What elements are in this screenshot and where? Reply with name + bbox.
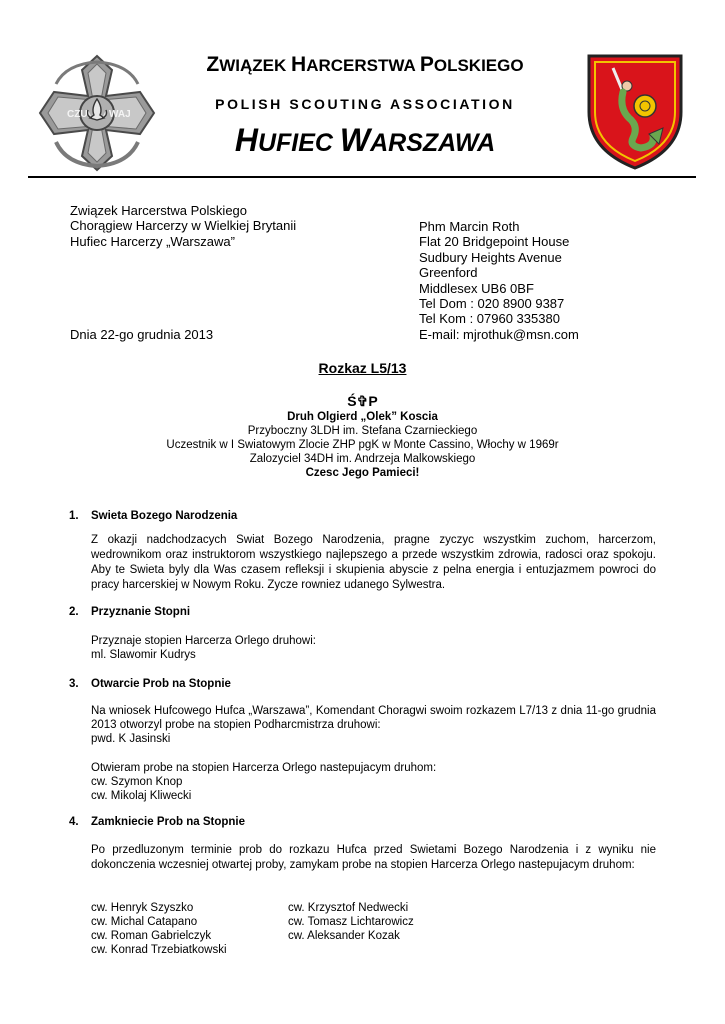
list-item: cw. Szymon Knop: [91, 776, 183, 788]
warsaw-coat-of-arms: [583, 50, 687, 172]
section-heading: 4. Zamkniecie Prob na Stopnie: [69, 816, 246, 828]
sender-line: Związek Harcerstwa Polskiego: [70, 203, 248, 218]
section-heading: 3. Otwarcie Prob na Stopnie: [69, 678, 231, 690]
memorial-block: [0, 392, 725, 480]
section-paragraph: Po przedluzonym terminie prob do rozkazu Hufca przed Swietami Bozego Narodzenia i z wyniku nie dokonczenia wczesniej otwartej proby, zamykam probe na stopien Harcerza Orlego nastepujacym druhom:: [91, 844, 656, 871]
memorial-line: Uczestnik w I Swiatowym Zlocie ZHP pgK w Monte Cassino, Włochy w 1969r: [166, 439, 559, 451]
cross-text-right: WAJ: [109, 109, 131, 120]
sender-line: Chorągiew Harcerzy w Wielkiej Brytanii: [70, 218, 297, 234]
section-paragraph: Z okazji nadchodzacych Swiat Bozego Narodzenia, pragne zyczyc wszystkim zuchom, harcerzom, wedrownikom oraz instruktorom wszystkiego najlepszego a przede wszystkim zdrowia, radosci oraz spokoju. Aby te Swieta byly dla Was czasem refleksji i skupienia abyscie z pelna energia i entuzjazmem powroci do pracy harcerskiej w Nowym Roku. Zycze rowniez udanego Sylwestra.: [91, 534, 656, 591]
order-title: Rozkaz L5/13: [318, 360, 407, 376]
round-shield-icon: [634, 95, 656, 117]
sender-line: Hufiec Harcerzy „Warszawa”: [70, 233, 235, 249]
list-item: cw. Aleksander Kozak: [288, 930, 400, 942]
section-heading: 1. Swieta Bozego Narodzenia: [69, 510, 238, 522]
address-line: Phm Marcin Roth: [419, 219, 520, 234]
address-line: Middlesex UB6 0BF: [419, 280, 534, 296]
address-line: Greenford: [419, 265, 478, 281]
org-title-english: POLISH SCOUTING ASSOCIATION: [215, 96, 515, 112]
list-item: cw. Henryk Szyszko: [91, 902, 194, 914]
list-item: cw. Michal Catapano: [91, 916, 198, 928]
unit-title: HUFIEC WARSZAWA: [234, 122, 496, 158]
cross-text-left: CZU: [67, 109, 88, 120]
memorial-symbol: Ś✞P: [347, 393, 378, 409]
scout-cross-logo: [36, 52, 158, 174]
list-item: cw. Roman Gabrielczyk: [91, 930, 212, 942]
address-line: Tel Kom : 07960 335380: [419, 311, 560, 327]
section-heading: 2. Przyznanie Stopni: [69, 606, 191, 618]
address-line: Tel Dom : 020 8900 9387: [419, 296, 565, 312]
names-column-right: [288, 901, 414, 943]
list-item: cw. Mikolaj Kliwecki: [91, 790, 192, 802]
names-column-left: [91, 901, 227, 957]
memorial-line: Przyboczny 3LDH im. Stefana Czarnieckiego: [247, 425, 478, 437]
section-list: Otwieram probe na stopien Harcerza Orlego nastepujacym druhom: cw. Szymon Knop cw. Mikolaj Kliwecki: [91, 762, 437, 802]
memorial-closing: Czesc Jego Pamieci!: [305, 467, 420, 479]
address-line: Flat 20 Bridgepoint House: [419, 234, 570, 250]
list-item: cw. Konrad Trzebiatkowski: [91, 944, 227, 956]
address-block: [419, 219, 579, 342]
header-divider: [28, 176, 696, 178]
sender-block: [70, 203, 296, 249]
memorial-name: Druh Olgierd „Olek” Koscia: [287, 411, 438, 423]
list-item: cw. Krzysztof Nedwecki: [288, 902, 409, 914]
address-email: E-mail: mjrothuk@msn.com: [419, 326, 579, 342]
list-item: cw. Tomasz Lichtarowicz: [288, 916, 414, 928]
section-paragraph: Na wniosek Hufcowego Hufca „Warszawa”, Komendant Choragwi swoim rozkazem L7/13 z dnia 11-go grudnia 2013 otworzyl probe na stopien Podharcmistrza druhowi: pwd. K Jasinski: [91, 705, 656, 745]
document-date: Dnia 22-go grudnia 2013: [70, 327, 214, 342]
memorial-line: Zalozyciel 34DH im. Andrzeja Malkowskiego: [249, 453, 476, 465]
org-title-polish: ZWIĄZEK HARCERSTWA POLSKIEGO: [206, 53, 524, 76]
section-paragraph: Przyznaje stopien Harcerza Orlego druhowi: ml. Slawomir Kudrys: [91, 635, 316, 661]
address-line: Sudbury Heights Avenue: [419, 249, 562, 265]
